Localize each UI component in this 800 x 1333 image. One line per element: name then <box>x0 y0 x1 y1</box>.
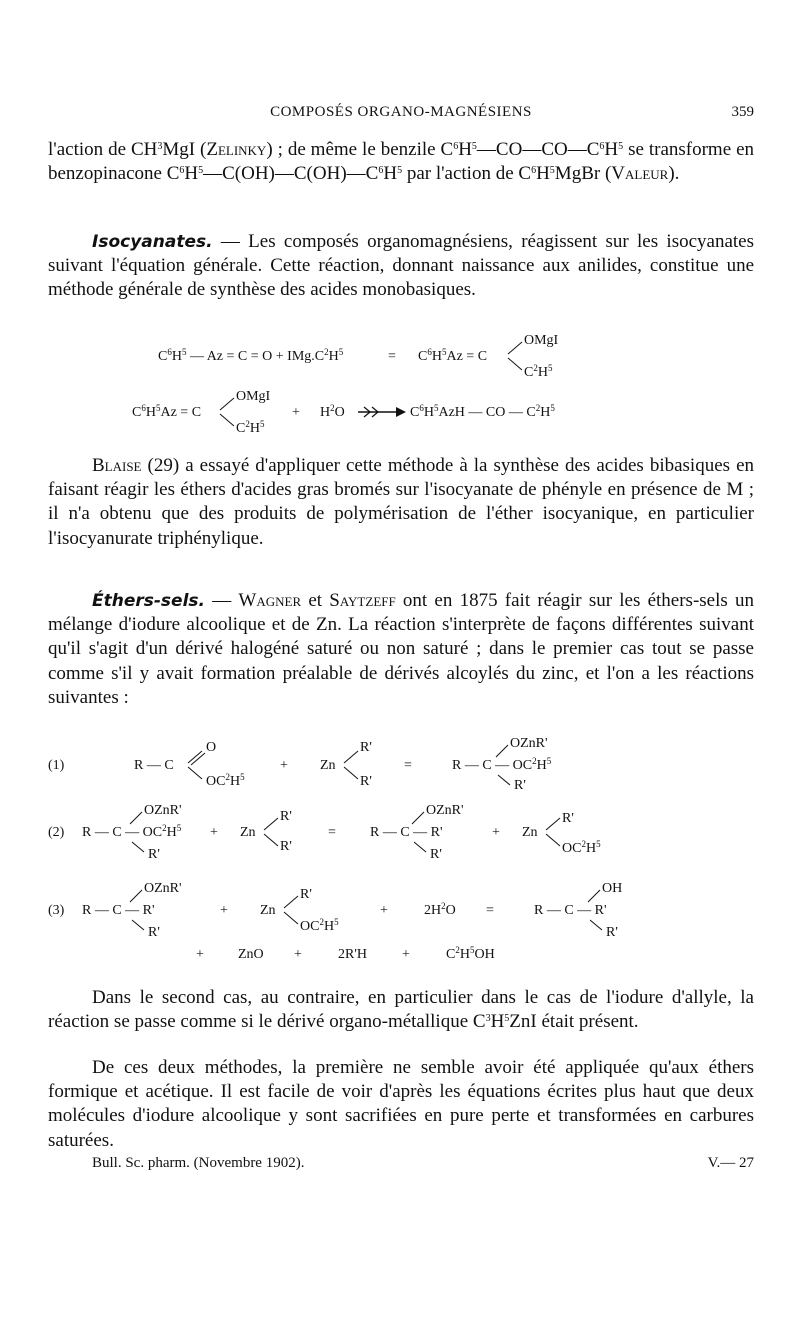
svg-text:R': R' <box>606 925 618 940</box>
svg-text:Zn: Zn <box>522 825 538 840</box>
footer-signature: V.— 27 <box>707 1155 754 1171</box>
author-valeur: Valeur <box>611 163 669 185</box>
svg-text:R — C — R': R — C — R' <box>534 903 607 918</box>
svg-text:(1): (1) <box>48 758 65 773</box>
page-number: 359 <box>731 104 754 120</box>
equation-isocyanate-1 <box>40 330 760 382</box>
svg-text:R': R' <box>360 740 372 755</box>
svg-text:R — C — R': R — C — R' <box>82 903 155 918</box>
svg-text:R': R' <box>300 887 312 902</box>
svg-text:OMgI: OMgI <box>236 389 271 404</box>
author-saytzeff: Saytzeff <box>329 590 396 611</box>
svg-text:+: + <box>380 903 388 918</box>
footer-citation: Bull. Sc. pharm. (Novembre 1902). <box>92 1155 305 1171</box>
svg-text:+: + <box>294 947 302 962</box>
svg-text:H2O: $H^2O$ <box>320 403 345 420</box>
svg-text:Zn: Zn <box>320 758 336 773</box>
svg-text:OC2H5: $OC^2H^5$ <box>206 772 245 789</box>
svg-text:2H2O: $2H^2O$ <box>424 901 456 918</box>
svg-text:+: + <box>492 825 500 840</box>
svg-text:C2H5: $C^2H^5$ <box>236 419 265 436</box>
equation-1 <box>40 735 760 797</box>
section-heading-isocyanates: Isocyanates. <box>92 232 213 252</box>
paragraph-intro: l'action de $CH^3MgI$ (Zelinky) ; de même le benzile $C^6H^5—CO—CO—C^6H^5$ se transforme en benzopinacone $C^6H^5—C(OH)—C(OH)—C^6H^5$ par l'action de $C^6H^5MgBr$ (Valeur). <box>48 139 755 185</box>
svg-text:R': R' <box>514 778 526 793</box>
svg-text:R — C: R — C <box>134 758 174 773</box>
author-wagner: Wagner <box>238 590 302 611</box>
svg-text:(3): (3) <box>48 903 65 918</box>
author-zelinky: Zelinky <box>206 139 267 160</box>
svg-text:R': R' <box>562 811 574 826</box>
svg-text:Zn: Zn <box>240 825 256 840</box>
svg-text:R': R' <box>280 809 292 824</box>
svg-text:C2H5OH: $C^2H^5OH$ <box>446 945 495 962</box>
svg-text:OH: OH <box>602 881 623 896</box>
equation-2 <box>40 800 760 862</box>
section-heading-ethers-sels: Éthers-sels. <box>92 591 205 611</box>
paragraph-deux-methodes: De ces deux méthodes, la première ne semble avoir été appliquée qu'aux éthers formique et acétique. Il est facile de voir d'après les équations écrites plus haut que deux molécules d'iodure alcoolique y sont sacrifiées en pure perte et transformées en carbures saturées. <box>48 1057 754 1151</box>
svg-text:R — C — OC2H5: R — C — $OC^2H^5$ <box>452 756 552 773</box>
svg-text:C6H5Az = C: $C^6H^5Az = C$ <box>418 347 488 364</box>
svg-text:=: = <box>404 758 412 773</box>
svg-text:+: + <box>210 825 218 840</box>
equation-isocyanate-2 <box>40 386 760 438</box>
author-blaise: Blaise <box>92 455 142 476</box>
svg-text:R — C — OC2H5: R — C — $OC^2H^5$ <box>82 823 182 840</box>
svg-text:2R'H: 2R'H <box>338 947 367 962</box>
svg-text:C6H5Az = C: $C^6H^5Az = C$ <box>132 403 202 420</box>
page-footer <box>48 1155 754 1179</box>
svg-text:ZnO: ZnO <box>238 947 264 962</box>
svg-text:OZnR': OZnR' <box>144 803 182 818</box>
svg-text:=: = <box>328 825 336 840</box>
svg-text:R': R' <box>360 774 372 789</box>
svg-text:OZnR': OZnR' <box>144 881 182 896</box>
svg-text:OMgI: OMgI <box>524 333 559 348</box>
svg-text:OC2H5: $OC^2H^5$ <box>562 839 601 856</box>
svg-text:+: + <box>220 903 228 918</box>
svg-text:R': R' <box>148 847 160 862</box>
svg-text:O: O <box>206 740 217 755</box>
paragraph-blaise: Blaise (29) a essayé d'appliquer cette méthode à la synthèse des acides bibasiques en faisant réagir les éthers d'acides gras bromés sur l'isocyanate de phényle en présence de M ; il n'a obtenu que des produits de polymérisation de l'éther isocyanique, en particulier l'isocyanurate triphénylique. <box>48 455 754 549</box>
header-title: COMPOSÉS ORGANO-MAGNÉSIENS <box>270 104 532 120</box>
equation-3 <box>40 874 760 966</box>
svg-text:C6H5AzH — CO — C2H5: $C^6H^5AzH$ — CO — $C^2H^5$ <box>410 403 555 420</box>
svg-text:+: + <box>196 947 204 962</box>
svg-text:R': R' <box>280 839 292 854</box>
svg-text:(2): (2) <box>48 825 65 840</box>
svg-text:OC2H5: $OC^2H^5$ <box>300 917 339 934</box>
running-header <box>48 104 754 128</box>
svg-text:+: + <box>280 758 288 773</box>
paragraph-isocyanates: Isocyanates. — Les composés organomagnésiens, réagissent sur les isocyanates suivant l'équation générale. Cette réaction, donnant naissance aux anilides, constitue une méthode générale de synthèse des acides monobasiques. <box>48 231 754 301</box>
svg-text:Zn: Zn <box>260 903 276 918</box>
svg-text:+: + <box>292 405 300 420</box>
svg-text:OZnR': OZnR' <box>426 803 464 818</box>
svg-text:C2H5: $C^2H^5$ <box>524 363 553 380</box>
svg-text:+: + <box>402 947 410 962</box>
svg-text:R — C — R': R — C — R' <box>370 825 443 840</box>
reaction-arrow <box>358 407 406 417</box>
svg-text:=: = <box>388 349 396 364</box>
svg-text:R': R' <box>430 847 442 862</box>
svg-text:OZnR': OZnR' <box>510 736 548 751</box>
paragraph-second-cas: Dans le second cas, au contraire, en particulier dans le cas de l'iodure d'allyle, la réaction se passe comme si le dérivé organo-métallique $C^3H^5ZnI$ était présent. <box>48 987 754 1033</box>
svg-text:R': R' <box>148 925 160 940</box>
paragraph-ethers-sels: Éthers-sels. — Wagner et Saytzeff ont en 1875 fait réagir sur les éthers-sels un mélange d'iodure alcoolique et de Zn. La réaction s'interprète de façons différentes suivant qu'il s'agit d'un dérivé halogéné saturé ou non saturé ; dans le premier cas tout se passe comme s'il y avait formation préalable de dérivés alcoylés du zinc, et l'on a les réactions suivantes : <box>48 590 754 708</box>
svg-text:C6H5 — Az = C = O + IMg.C2H5: $C^6H^5$ — $Az = C = O + IMg.C^2H^5$ <box>158 347 344 364</box>
svg-text:=: = <box>486 903 494 918</box>
